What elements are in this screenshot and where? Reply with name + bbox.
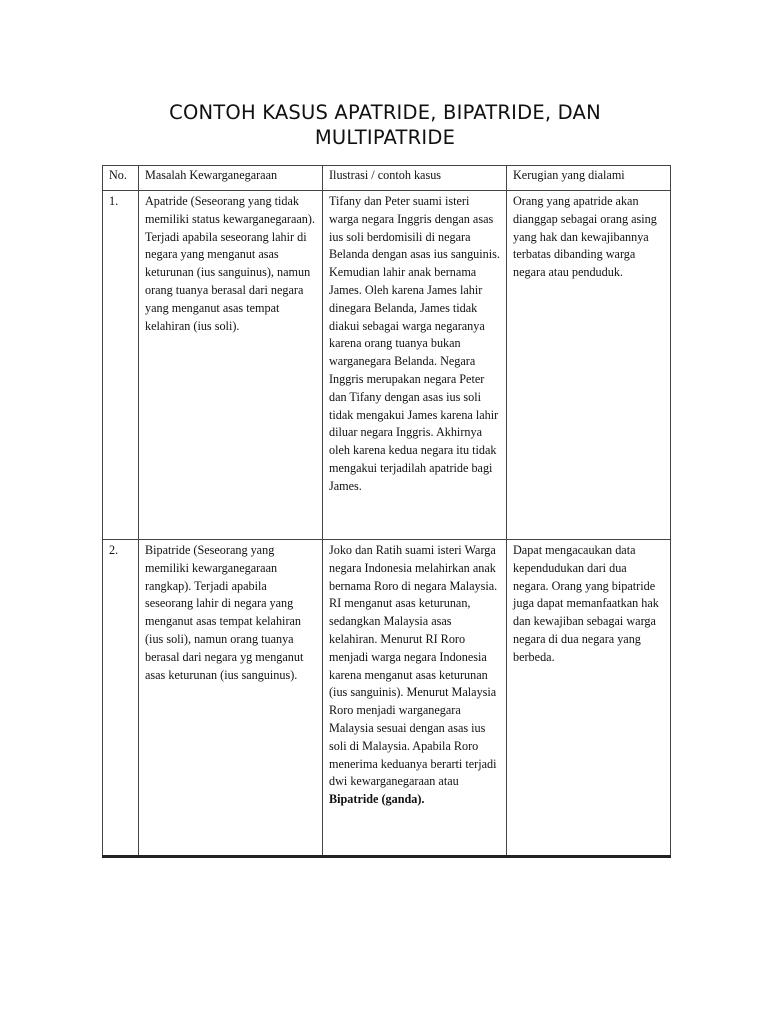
header-ilustrasi: Ilustrasi / contoh kasus	[323, 166, 507, 191]
ilustrasi-bold-term: Bipatride (ganda).	[329, 792, 425, 807]
header-masalah: Masalah Kewarganegaraan	[139, 166, 323, 191]
cell-masalah: Bipatride (Seseorang yang memiliki kewarganegaraan rangkap). Terjadi apabila seseorang lahir di negara yang menganut asas tempat kelahiran (ius soli), namun orang tuanya berasal dari negara yg menganut asas keturunan (ius sanguinus).	[139, 540, 323, 857]
cell-kerugian: Dapat mengacaukan data kependudukan dari dua negara. Orang yang bipatride juga dapat memanfaatkan hak dan kewajiban sebagai warga negara di dua negara yang berbeda.	[507, 540, 671, 857]
header-no: No.	[103, 166, 139, 191]
page-title	[100, 100, 670, 150]
cell-no: 1.	[103, 191, 139, 540]
cell-kerugian: Orang yang apatride akan dianggap sebagai orang asing yang hak dan kewajibannya terbatas dibanding warga negara atau penduduk.	[507, 191, 671, 540]
table-row	[103, 191, 671, 540]
cell-no: 2.	[103, 540, 139, 857]
cell-ilustrasi	[323, 540, 507, 857]
header-kerugian: Kerugian yang dialami	[507, 166, 671, 191]
kasus-table	[102, 165, 671, 858]
ilustrasi-text: Joko dan Ratih suami isteri Warga negara Indonesia melahirkan anak bernama Roro di negara Malaysia. RI menganut asas keturunan, sedangkan Malaysia asas kelahiran. Menurut RI Roro menjadi warga negara Indonesia karena menganut asas keturunan (ius sanguinis). Menurut Malaysia Roro menjadi warganegara Malaysia sesuai dengan asas ius soli di Malaysia. Apabila Roro menerima keduanya berarti terjadi dwi kewarganegaraan atau	[329, 543, 498, 789]
table-row	[103, 540, 671, 857]
cell-masalah: Apatride (Seseorang yang tidak memiliki status kewarganegaraan). Terjadi apabila seseorang lahir di negara yang menganut asas keturunan (ius sanguinus), namun orang tuanya berasal dari negara yang menganut asas tempat kelahiran (ius soli).	[139, 191, 323, 540]
table-header-row	[103, 166, 671, 191]
title-line-1: CONTOH KASUS APATRIDE, BIPATRIDE, DAN	[169, 101, 601, 124]
title-line-2: MULTIPATRIDE	[314, 126, 456, 149]
cell-ilustrasi: Tifany dan Peter suami isteri warga negara Inggris dengan asas ius soli berdomisili di negara Belanda dengan asas ius sanguinis. Kemudian lahir anak bernama James. Oleh karena James lahir dinegara Belanda, James tidak diakui sebagai warga negaranya karena orang tuanya bukan warganegara Belanda. Negara Inggris merupakan negara Peter dan Tifany dengan asas ius soli tidak mengakui James karena lahir diluar negara Inggris. Akhirnya oleh karena kedua negara itu tidak mengakui terjadilah apatride bagi James.	[323, 191, 507, 540]
